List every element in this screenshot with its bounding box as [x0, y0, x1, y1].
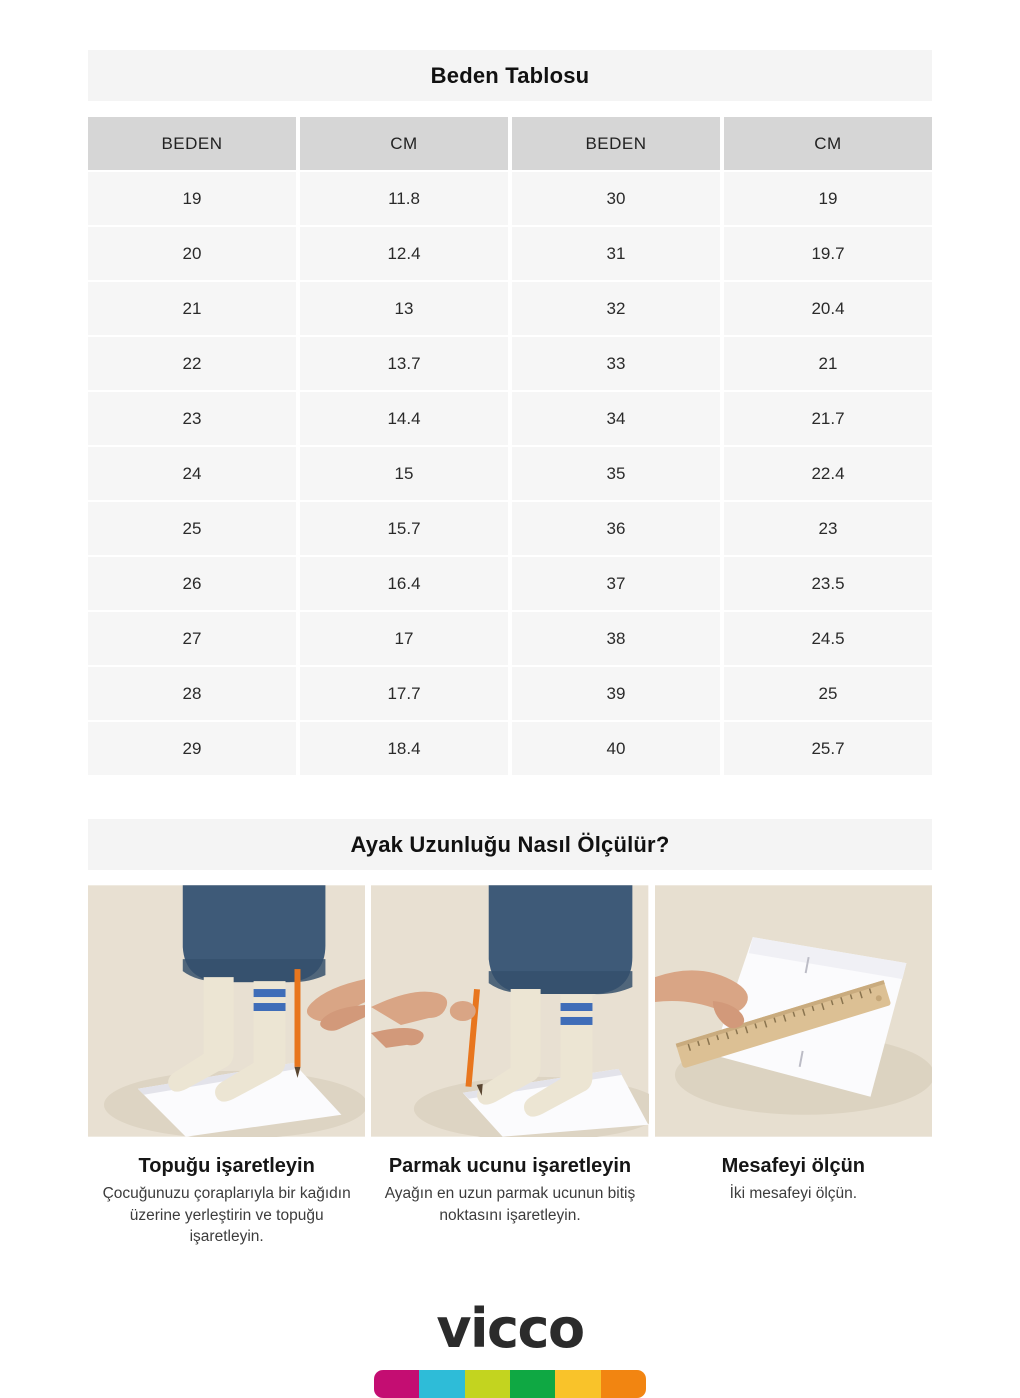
size-cell: 14.4: [300, 392, 508, 445]
size-chart-title: Beden Tablosu: [430, 62, 590, 88]
measure-steps: [88, 885, 932, 1248]
size-cell: 23: [724, 502, 932, 555]
size-cell: 18.4: [300, 722, 508, 775]
measure-step-ruler: [655, 885, 932, 1248]
hand-ruler-on-paper-photo: [655, 885, 932, 1137]
size-cell: 40: [512, 722, 720, 775]
measure-guide-title: Ayak Uzunluğu Nasıl Ölçülür?: [350, 831, 670, 857]
size-cell: 21.7: [724, 392, 932, 445]
size-cell: 26: [88, 557, 296, 610]
size-cell: 24: [88, 447, 296, 500]
step-title: Parmak ucunu işaretleyin: [388, 1155, 632, 1177]
size-cell: 23.5: [724, 557, 932, 610]
bar-segment-lime: [465, 1370, 510, 1398]
size-cell: 33: [512, 337, 720, 390]
size-cell: 15: [300, 447, 508, 500]
size-cell: 22.4: [724, 447, 932, 500]
size-guide-page: [88, 0, 932, 1398]
size-cell: 21: [88, 282, 296, 335]
size-cell: 25: [88, 502, 296, 555]
hand-pencil-toe-mark-photo: [371, 885, 648, 1137]
size-cell: 38: [512, 612, 720, 665]
feet-on-paper-heel-pencil-photo: [88, 885, 365, 1137]
size-cell: 16.4: [300, 557, 508, 610]
vicco-logo: vicco: [436, 1297, 584, 1361]
size-chart-header: [88, 50, 932, 101]
step-title: Mesafeyi ölçün: [721, 1155, 866, 1177]
size-cell: 13.7: [300, 337, 508, 390]
size-cell: 35: [512, 447, 720, 500]
size-cell: 15.7: [300, 502, 508, 555]
measure-step-toe: [371, 885, 648, 1248]
size-cell: 25.7: [724, 722, 932, 775]
size-cell: 23: [88, 392, 296, 445]
step-description: İki mesafeyi ölçün.: [729, 1185, 858, 1202]
size-cell: 12.4: [300, 227, 508, 280]
size-cell: 22: [88, 337, 296, 390]
step-description: Ayağın en uzun parmak ucunun bitiş noktasını işaretleyin.: [384, 1185, 636, 1224]
size-cell: 19: [88, 172, 296, 225]
brand-color-bar: [374, 1370, 646, 1398]
size-cell: 19.7: [724, 227, 932, 280]
column-header-cm-1: CM: [300, 117, 508, 170]
size-cell: 31: [512, 227, 720, 280]
size-cell: 13: [300, 282, 508, 335]
bar-segment-yellow: [555, 1370, 600, 1398]
step-title: Topuğu işaretleyin: [138, 1155, 315, 1177]
size-cell: 39: [512, 667, 720, 720]
size-cell: 36: [512, 502, 720, 555]
bar-segment-orange: [601, 1370, 646, 1398]
size-cell: 30: [512, 172, 720, 225]
size-cell: 21: [724, 337, 932, 390]
size-cell: 17: [300, 612, 508, 665]
size-cell: 20.4: [724, 282, 932, 335]
size-cell: 11.8: [300, 172, 508, 225]
measure-guide-header: [88, 819, 932, 870]
step-description: Çocuğunuzu çoraplarıyla bir kağıdın üzerine yerleştirin ve topuğu işaretleyin.: [102, 1185, 351, 1246]
column-header-beden-2: BEDEN: [512, 117, 720, 170]
bar-segment-cyan: [419, 1370, 464, 1398]
size-table: [88, 117, 932, 775]
size-cell: 32: [512, 282, 720, 335]
size-cell: 20: [88, 227, 296, 280]
column-header-beden-1: BEDEN: [88, 117, 296, 170]
column-header-cm-2: CM: [724, 117, 932, 170]
bar-segment-green: [510, 1370, 555, 1398]
size-cell: 29: [88, 722, 296, 775]
size-cell: 17.7: [300, 667, 508, 720]
bar-segment-magenta: [374, 1370, 419, 1398]
size-cell: 19: [724, 172, 932, 225]
size-cell: 24.5: [724, 612, 932, 665]
size-cell: 34: [512, 392, 720, 445]
measure-step-heel: [88, 885, 365, 1248]
size-cell: 28: [88, 667, 296, 720]
size-cell: 25: [724, 667, 932, 720]
size-cell: 27: [88, 612, 296, 665]
size-cell: 37: [512, 557, 720, 610]
brand-footer: [88, 1297, 932, 1398]
